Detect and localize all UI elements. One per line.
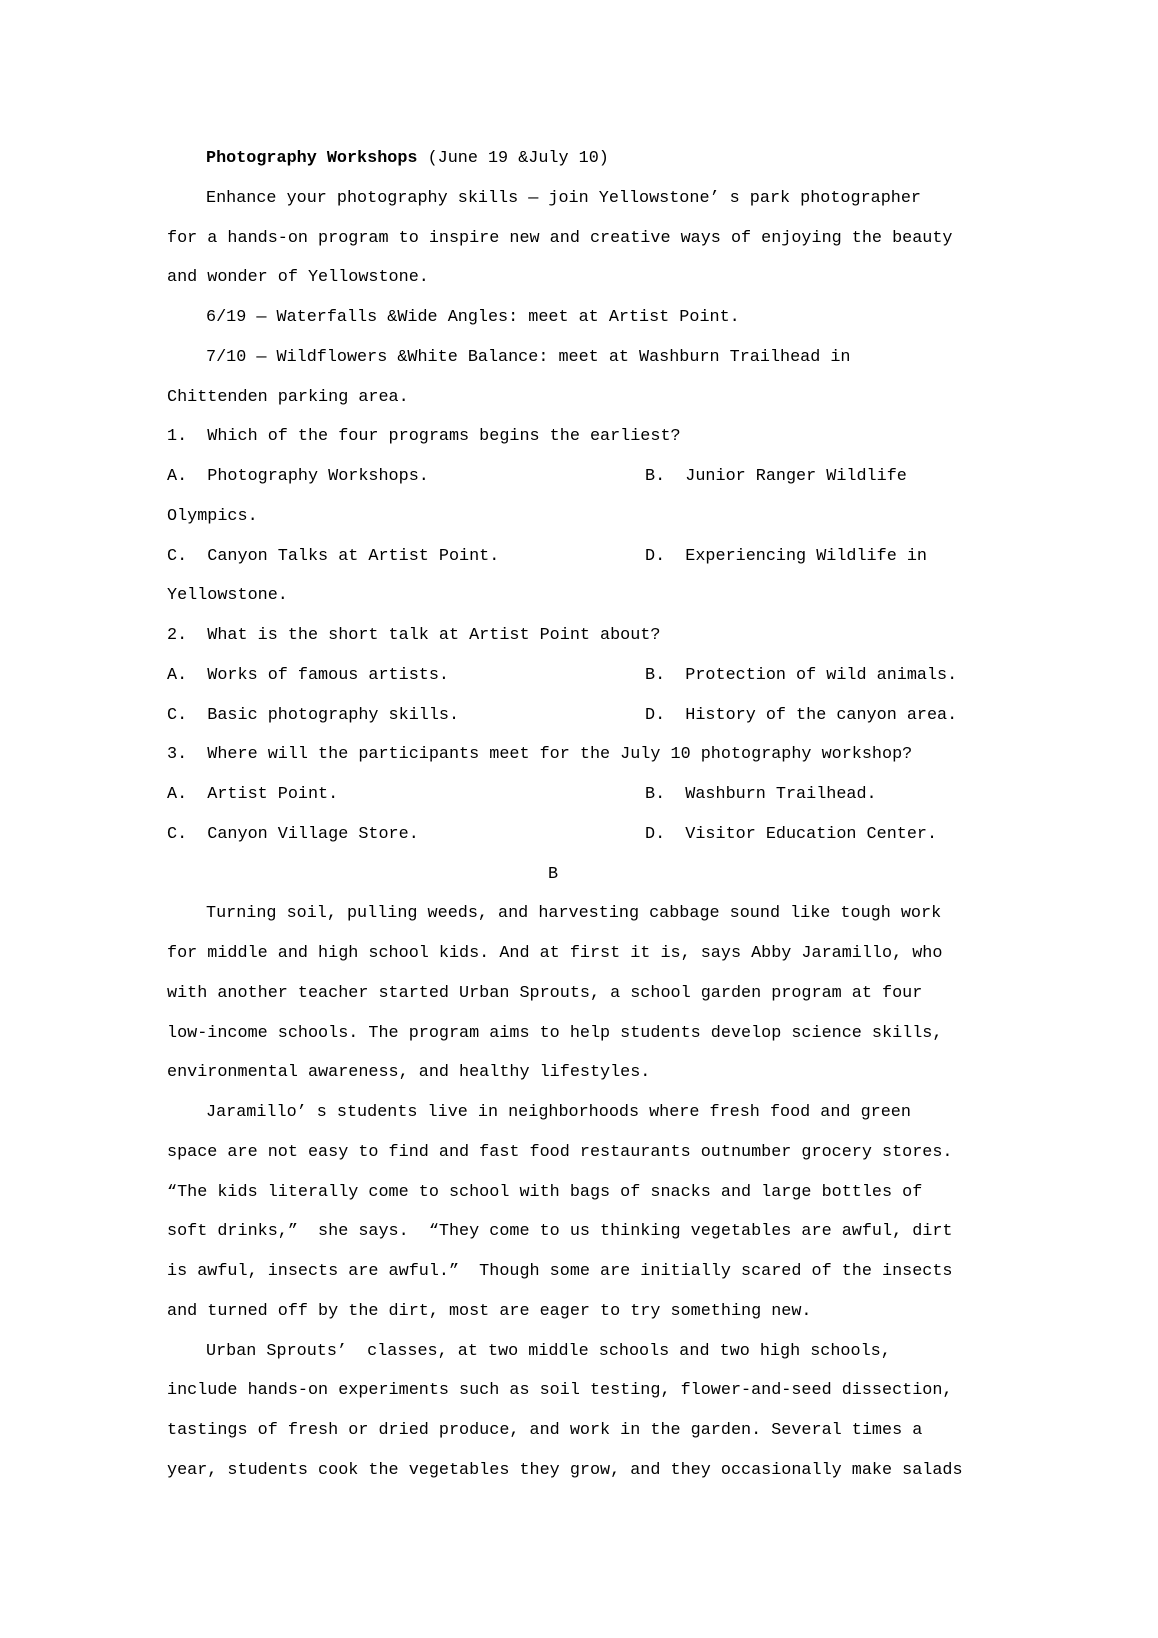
option-right: D. Experiencing Wildlife in: [645, 546, 927, 566]
option-left: C. Basic photography skills.: [167, 705, 460, 725]
text-line: Turning soil, pulling weeds, and harvesting cabbage sound like tough work: [206, 904, 942, 924]
options-row: [167, 457, 967, 497]
passage-title: Photography Workshops: [206, 149, 418, 168]
text-line: 7/10 — Wildflowers &White Balance: meet at Washburn Trailhead in: [206, 347, 851, 367]
option-right: B. Junior Ranger Wildlife: [645, 467, 907, 486]
options-row: [167, 537, 967, 577]
option-left: A. Photography Workshops.: [167, 467, 429, 486]
text-line: tastings of fresh or dried produce, and work in the garden. Several times a: [167, 1421, 923, 1440]
text-line: with another teacher started Urban Sprouts, a school garden program at four: [167, 983, 923, 1003]
text-line: include hands-on experiments such as soil testing, flower-and-seed dissection,: [167, 1381, 953, 1401]
section-label: B: [547, 864, 559, 884]
option-right: D. History of the canyon area.: [645, 705, 958, 725]
text-line: Jaramillo’ s students live in neighborhoods where fresh food and green: [206, 1103, 911, 1122]
passage-title-line: [167, 139, 967, 179]
text-line: Chittenden parking area.: [167, 387, 409, 407]
text-line: for middle and high school kids. And at first it is, says Abby Jaramillo, who: [167, 944, 943, 963]
text-line: Enhance your photography skills — join Yellowstone’ s park photographer: [206, 188, 921, 208]
option-right: B. Washburn Trailhead.: [645, 785, 877, 804]
text-line: 6/19 — Waterfalls &Wide Angles: meet at Artist Point.: [206, 308, 740, 327]
text-line: “The kids literally come to school with bags of snacks and large bottles of: [167, 1182, 923, 1202]
passage-title-dates: (June 19 &July 10): [427, 149, 609, 168]
option-left: A. Artist Point.: [167, 785, 339, 804]
text-line: space are not easy to find and fast food restaurants outnumber grocery stores.: [167, 1142, 953, 1162]
text-line: 1. Which of the four programs begins the earliest?: [167, 427, 681, 447]
options-row: [167, 775, 967, 815]
document-content: [167, 139, 967, 1491]
text-line: and wonder of Yellowstone.: [167, 268, 429, 288]
text-line: Urban Sprouts’ classes, at two middle schools and two high schools,: [206, 1341, 891, 1361]
option-left: A. Works of famous artists.: [167, 665, 449, 685]
text-line: and turned off by the dirt, most are eager to try something new.: [167, 1301, 812, 1321]
text-line: year, students cook the vegetables they grow, and they occasionally make salads: [167, 1460, 963, 1480]
text-line: for a hands-on program to inspire new and creative ways of enjoying the beauty: [167, 228, 953, 248]
text-line: low-income schools. The program aims to help students develop science skills,: [167, 1023, 943, 1043]
text-line: Olympics.: [167, 506, 258, 526]
option-right: D. Visitor Education Center.: [645, 824, 938, 844]
text-line: 2. What is the short talk at Artist Point about?: [167, 626, 661, 645]
option-right: B. Protection of wild animals.: [645, 665, 958, 685]
text-line: environmental awareness, and healthy lifestyles.: [167, 1063, 651, 1083]
option-left: C. Canyon Talks at Artist Point.: [167, 546, 500, 566]
text-line: is awful, insects are awful.” Though some are initially scared of the insects: [167, 1262, 953, 1281]
options-row: [167, 656, 967, 696]
options-row: [167, 815, 967, 855]
text-line: soft drinks,” she says. “They come to us thinking vegetables are awful, dirt: [167, 1222, 953, 1242]
option-left: C. Canyon Village Store.: [167, 824, 419, 844]
text-line: 3. Where will the participants meet for the July 10 photography workshop?: [167, 745, 913, 765]
text-line: Yellowstone.: [167, 586, 288, 606]
options-row: [167, 696, 967, 736]
